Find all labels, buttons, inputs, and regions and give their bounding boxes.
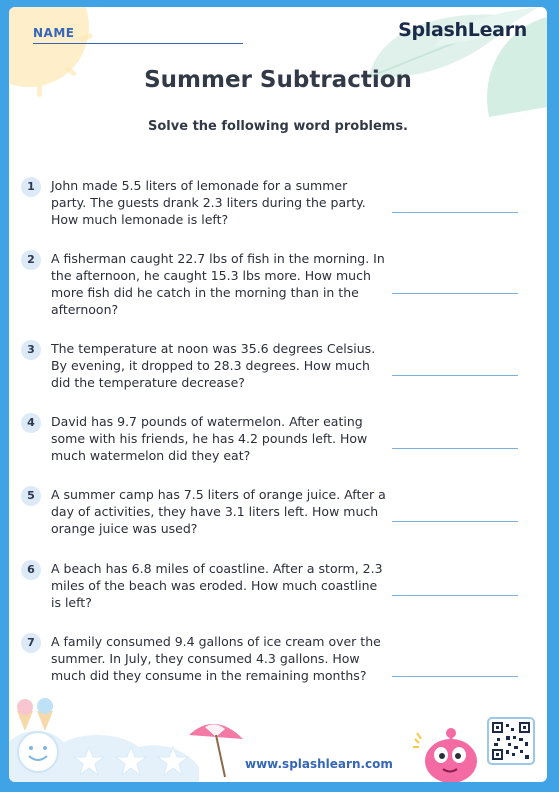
- answer-line[interactable]: [392, 676, 518, 677]
- name-label: NAME: [33, 26, 75, 40]
- problem-number-badge: 7: [21, 633, 41, 653]
- beach-umbrella-icon: [185, 717, 247, 779]
- problem-number-badge: 6: [21, 560, 41, 580]
- answer-line[interactable]: [392, 521, 518, 522]
- brand-logo: SplashLearn: [398, 19, 527, 41]
- ice-cream-icon: [11, 693, 57, 733]
- problem-number-badge: 5: [21, 486, 41, 506]
- qr-code-icon: [487, 717, 535, 765]
- name-input-line[interactable]: [33, 43, 243, 44]
- footer-website-link[interactable]: www.splashlearn.com: [245, 757, 393, 771]
- page-title: Summer Subtraction: [144, 67, 412, 93]
- answer-line[interactable]: [392, 595, 518, 596]
- problem-text: A beach has 6.8 miles of coastline. After a storm, 2.3 miles of the beach was eroded. How much coastline is left?: [51, 561, 383, 610]
- smiley-face-icon: [15, 729, 61, 775]
- problem-number-badge: 2: [21, 250, 41, 270]
- problem-text: John made 5.5 liters of lemonade for a summer party. The guests drank 2.3 liters during the party. How much lemonade is left?: [51, 178, 366, 227]
- problem-text: A fisherman caught 22.7 lbs of fish in the morning. In the afternoon, he caught 15.3 lbs more. How much more fish did he catch in the morning than in the afternoon?: [51, 251, 385, 317]
- problem-number-badge: 4: [21, 413, 41, 433]
- answer-line[interactable]: [392, 375, 518, 376]
- problem-text: A summer camp has 7.5 liters of orange juice. After a day of activities, they have 3.1 liters left. How much orange juice was used?: [51, 487, 386, 536]
- answer-line[interactable]: [392, 212, 518, 213]
- answer-line[interactable]: [392, 448, 518, 449]
- pink-monster-icon: [409, 719, 487, 782]
- problem-text: David has 9.7 pounds of watermelon. After eating some with his friends, he has 4.2 pounds left. How much watermelon did they eat?: [51, 414, 368, 463]
- answer-line[interactable]: [392, 293, 518, 294]
- instruction-text: Solve the following word problems.: [148, 119, 408, 134]
- worksheet-page: [9, 7, 547, 782]
- problem-number-badge: 3: [21, 340, 41, 360]
- problem-number-badge: 1: [21, 177, 41, 197]
- problem-text: A family consumed 9.4 gallons of ice cream over the summer. In July, they consumed 4.3 gallons. How much did they consume in the remaining months?: [51, 634, 381, 683]
- problem-text: The temperature at noon was 35.6 degrees Celsius. By evening, it dropped to 28.3 degrees. How much did the temperature decrease?: [51, 341, 376, 390]
- star-icon: [73, 745, 193, 777]
